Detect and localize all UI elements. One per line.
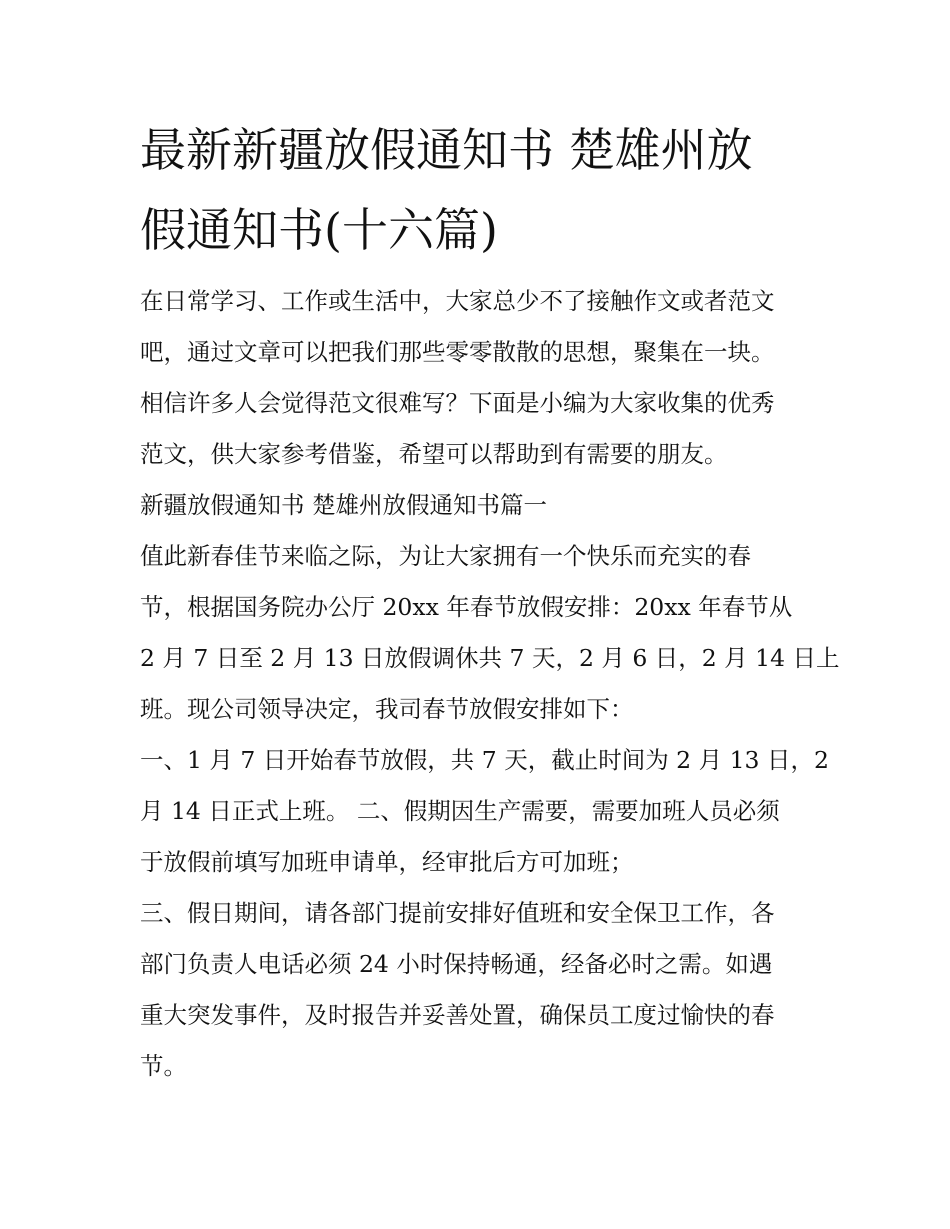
body-line: 重大突发事件，及时报告并妥善处置，确保员工度过愉快的春 — [140, 1001, 775, 1029]
body-line: 2 月 7 日至 2 月 13 日放假调休共 7 天，2 月 6 日，2 月 14 日上 — [140, 644, 840, 672]
body-line: 三、假日期间，请各部门提前安排好值班和安全保卫工作，各 — [140, 899, 775, 927]
document-title — [140, 110, 820, 270]
body-line: 节，根据国务院办公厅 20xx 年春节放假安排：20xx 年春节从 — [140, 593, 793, 621]
body-line: 班。现公司领导决定，我司春节放假安排如下： — [140, 695, 634, 723]
document-body — [140, 276, 840, 1092]
body-line: 一、1 月 7 日开始春节放假，共 7 天，截止时间为 2 月 13 日，2 — [140, 746, 829, 774]
section-heading: 新疆放假通知书 楚雄州放假通知书篇一 — [140, 491, 547, 519]
body-line: 节。 — [140, 1052, 187, 1080]
intro-line: 相信许多人会觉得范文很难写？下面是小编为大家收集的优秀 — [140, 389, 775, 417]
body-line: 部门负责人电话必须 24 小时保持畅通，经备必时之需。如遇 — [140, 950, 773, 978]
body-line: 值此新春佳节来临之际，为让大家拥有一个快乐而充实的春 — [140, 542, 751, 570]
body-line: 月 14 日正式上班。 二、假期因生产需要，需要加班人员必须 — [140, 797, 780, 825]
body-line: 于放假前填写加班申请单，经审批后方可加班； — [140, 848, 634, 876]
title-line: 假通知书(十六篇) — [140, 203, 498, 257]
title-line: 最新新疆放假通知书 楚雄州放 — [140, 123, 753, 177]
intro-line: 在日常学习、工作或生活中，大家总少不了接触作文或者范文 — [140, 287, 775, 315]
intro-line: 范文，供大家参考借鉴，希望可以帮助到有需要的朋友。 — [140, 440, 728, 468]
intro-line: 吧，通过文章可以把我们那些零零散散的思想，聚集在一块。 — [140, 338, 775, 366]
